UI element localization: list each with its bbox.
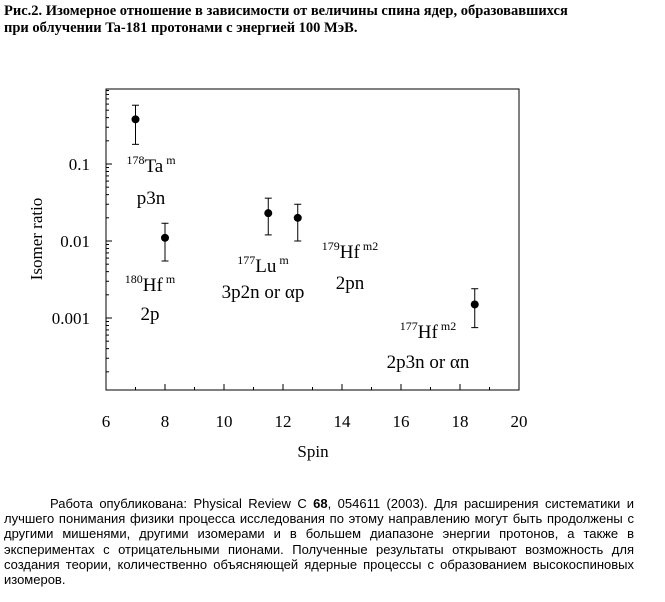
data-point (264, 209, 272, 217)
publication-paragraph (4, 496, 634, 587)
y-tick-label: 0.001 (51, 309, 90, 328)
paragraph-text-after: , 054611 (2003). Для расширения систематики и лучшего понимания физики процесса исследования по этому направлению могут быть продолжены с другими мишенями, другими изомерами и в большем диапазоне энергии протонов, а также в экспериментах с отрицательными пионами. Полученные результаты открывают возможность для создания теории, количественно объясняющей ядерные процессы с образованием высокоспиновых изомеров. (4, 496, 634, 588)
y-tick-label: 0.1 (68, 155, 90, 174)
x-axis-label: Spin (297, 442, 329, 461)
reaction-label: 2p3n or αn (386, 352, 470, 373)
reaction-label: 3p2n or αp (221, 282, 305, 303)
x-tick-label: 14 (333, 412, 351, 431)
x-tick-label: 10 (215, 412, 233, 431)
data-point (161, 234, 169, 242)
x-tick-label: 8 (160, 412, 170, 431)
x-tick-label: 6 (101, 412, 111, 431)
nuclide-label: 177Lu m (237, 253, 289, 277)
data-point (471, 300, 479, 308)
point-annotations (125, 153, 470, 373)
caption-line-1: Рис.2. Изомерное отношение в зависимости от величины спина ядер, образовавшихся (4, 3, 568, 19)
nuclide-label: 179Hf m2 (321, 239, 379, 263)
x-tick-label: 18 (451, 412, 469, 431)
x-tick-label: 16 (392, 412, 410, 431)
reaction-label: 2pn (335, 273, 365, 294)
nuclide-label: 178Ta m (126, 153, 176, 177)
data-points (132, 105, 479, 327)
reaction-label: 2p (140, 304, 160, 325)
x-tick-label: 20 (510, 412, 528, 431)
reaction-label: p3n (136, 188, 166, 209)
y-tick-label: 0.01 (60, 232, 90, 251)
caption-line-2: при облучении Ta-181 протонами с энергией 100 МэВ. (4, 20, 358, 36)
y-axis-ticks (52, 91, 112, 372)
paragraph-volume: 68 (313, 496, 328, 511)
nuclide-label: 180Hf m (124, 272, 176, 296)
nuclide-label: 177Hf m2 (399, 319, 457, 343)
x-tick-label: 12 (274, 412, 292, 431)
y-axis-label: Isomer ratio (27, 197, 46, 281)
data-point (132, 115, 140, 123)
x-axis-ticks (102, 384, 528, 431)
data-point (294, 214, 302, 222)
paragraph-text-before: Работа опубликована: Physical Review C (50, 496, 314, 511)
